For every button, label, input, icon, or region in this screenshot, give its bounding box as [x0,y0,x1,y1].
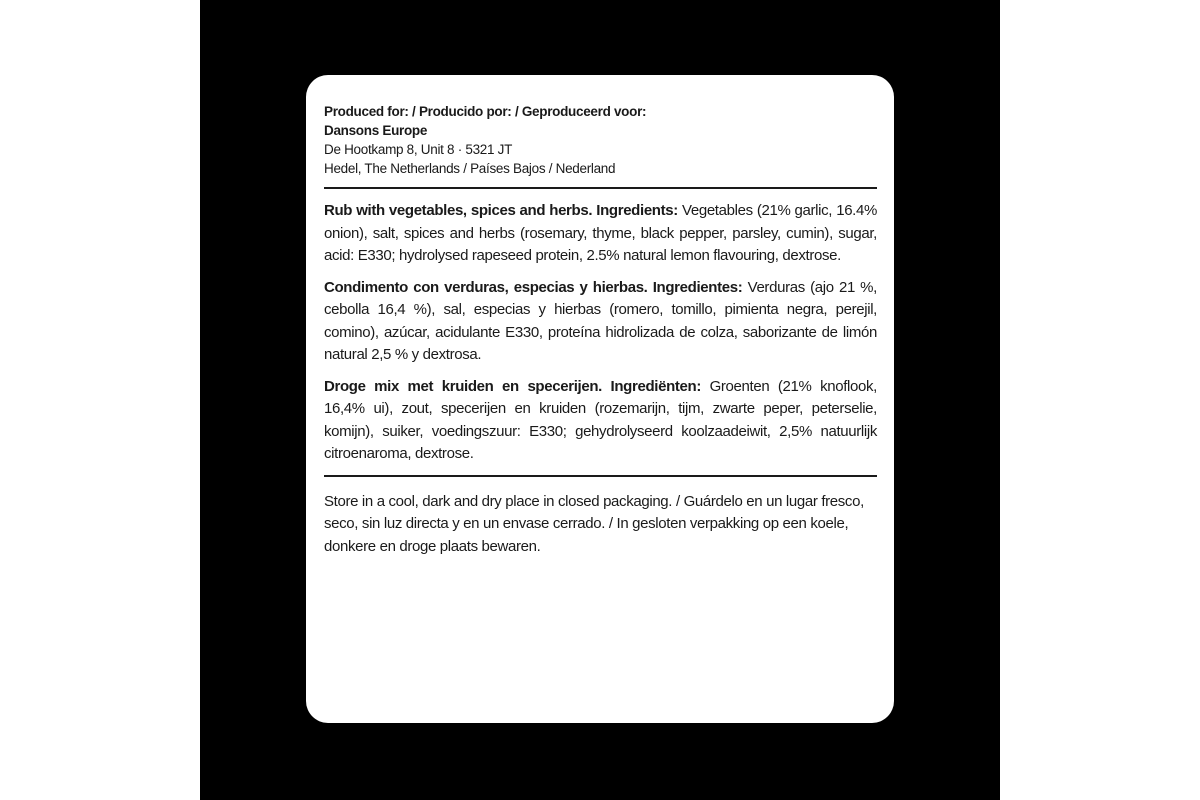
producer-address-line1: De Hootkamp 8, Unit 8 · 5321 JT [324,142,513,157]
producer-heading: Produced for: / Producido por: / Geproduceerd voor: [324,104,647,119]
storage-instructions: Store in a cool, dark and dry place in closed packaging. / Guárdelo en un lugar fresco, seco, sin luz directa y en un envase cerrado. / In gesloten verpakking op een koele, donkere en droge plaats bewaren. [324,492,864,555]
product-label [306,75,894,723]
ingredients-english [324,200,877,268]
producer-address-line2: Hedel, The Netherlands / Países Bajos / Nederland [324,161,616,176]
ingredients-dutch-title: Droge mix met kruiden en specerijen. Ingrediënten: [324,377,701,395]
ingredients-dutch-text: Groenten (21% knoflook, 16,4% ui), zout, specerijen en kruiden (rozemarijn, tijm, zwarte peper, peterselie, komijn), suiker, voedingszuur: E330; gehydrolyseerd koolzaadeiwit, 2,5% natuurlijk citroenaroma, dextrose. [324,377,877,462]
ingredients-dutch [324,376,877,466]
ingredients-spanish-title: Condimento con verduras, especias y hierbas. Ingredientes: [324,278,743,296]
ingredients-spanish [324,277,877,367]
producer-section [324,102,877,178]
ingredients-section [324,189,877,466]
producer-company: Dansons Europe [324,123,428,138]
ingredients-english-text: Vegetables (21% garlic, 16.4% onion), salt, spices and herbs (rosemary, thyme, black pepper, parsley, cumin), sugar, acid: E330; hydrolysed rapeseed protein, 2.5% natural lemon flavouring, dextrose. [324,202,877,264]
ingredients-spanish-text: Verduras (ajo 21 %, cebolla 16,4 %), sal, especias y hierbas (romero, tomillo, pimienta negra, perejil, comino), azúcar, acidulante E330, proteína hidrolizada de colza, saborizante de limón natural 2,5 % y dextrosa. [324,278,877,363]
ingredients-english-title: Rub with vegetables, spices and herbs. Ingredients: [324,202,678,219]
